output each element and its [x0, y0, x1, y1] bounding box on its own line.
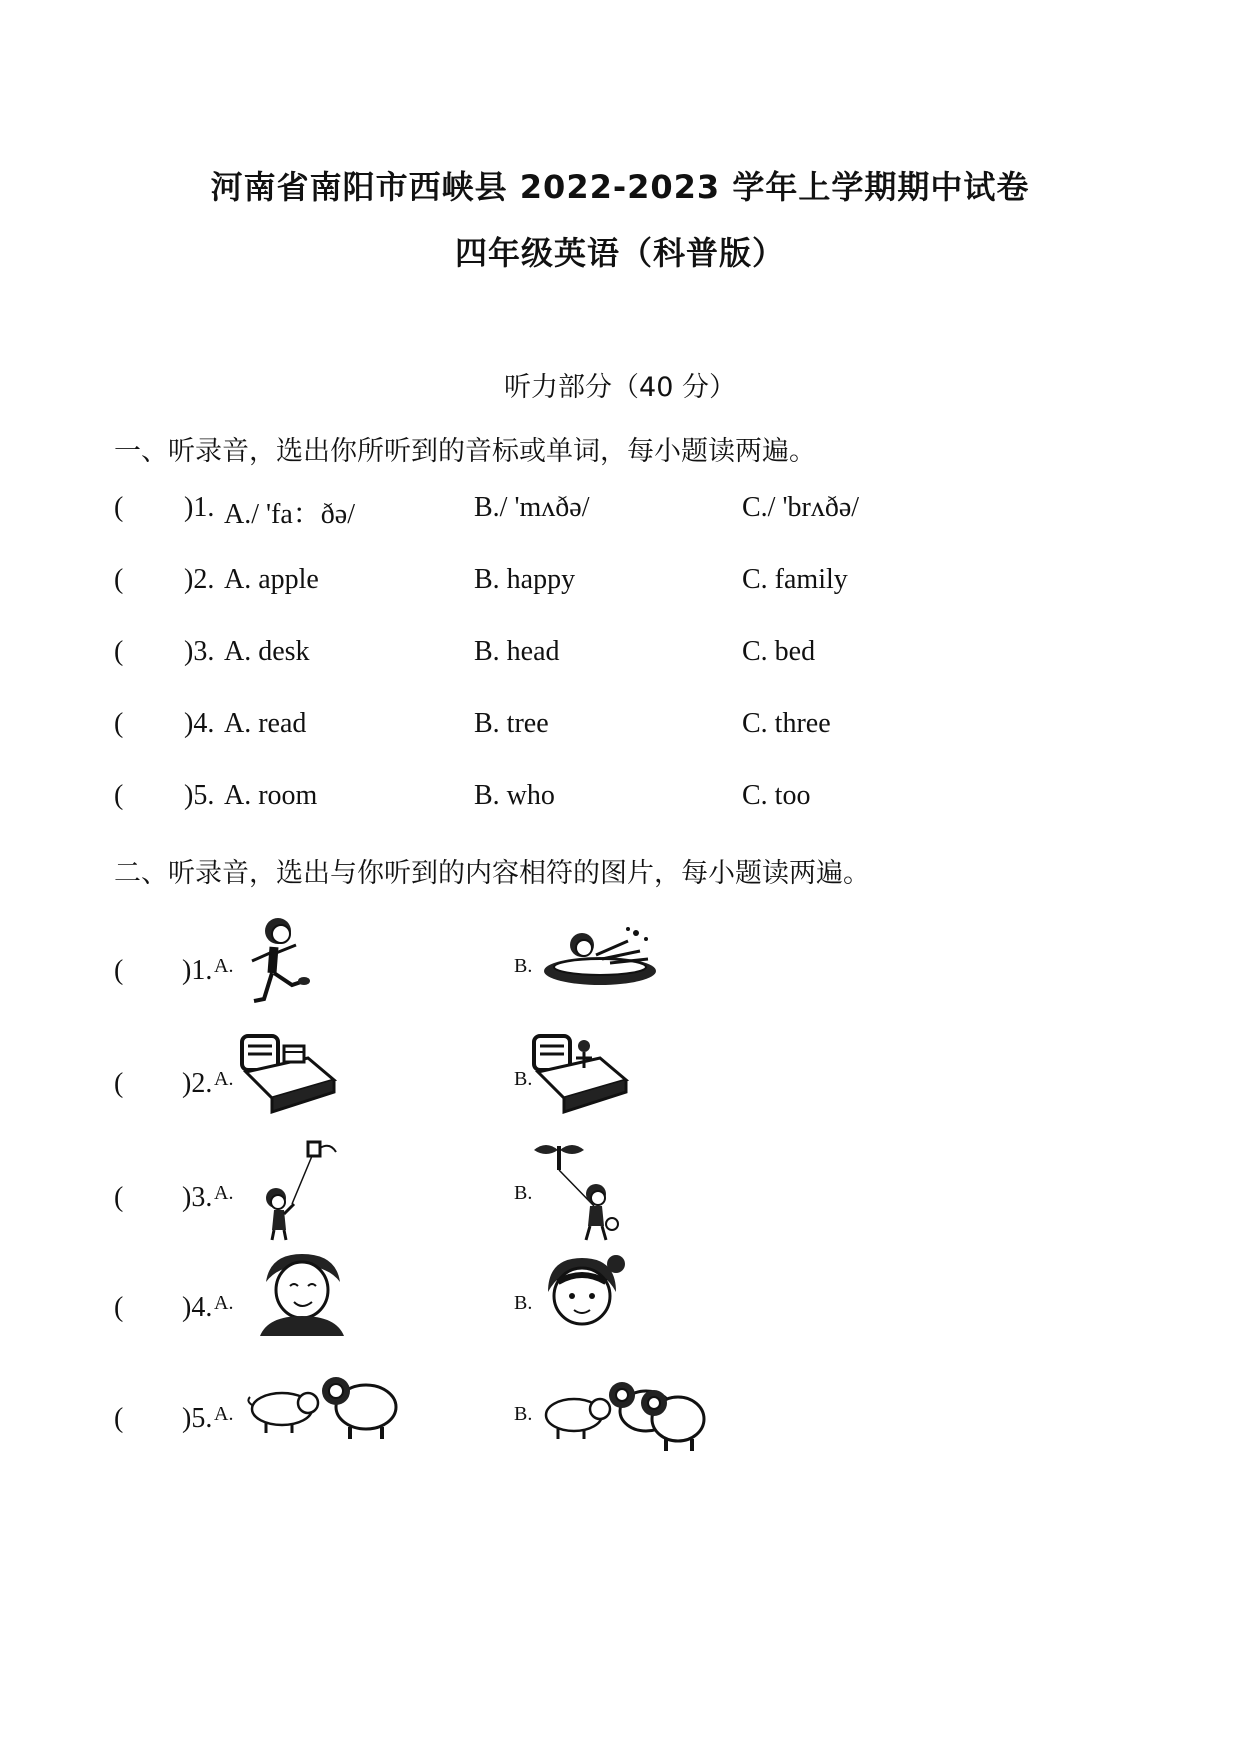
- exam-title: 河南省南阳市西峡县 2022-2023 学年上学期期中试卷: [210, 168, 1030, 206]
- question-number: )2.: [182, 1068, 213, 1099]
- question-number: )4.: [182, 1292, 213, 1323]
- bed-with-box-icon[interactable]: [238, 1028, 338, 1118]
- option-a: A. desk: [224, 636, 310, 667]
- option-a: A. apple: [224, 564, 319, 595]
- answer-bracket[interactable]: (: [114, 1182, 124, 1213]
- option-label-b: B.: [514, 1403, 533, 1425]
- answer-bracket[interactable]: (: [114, 1292, 124, 1323]
- option-b: B. who: [474, 780, 555, 811]
- question-number: )4.: [184, 708, 215, 739]
- listening-heading: 听力部分（40 分）: [504, 372, 736, 403]
- answer-bracket[interactable]: (: [114, 955, 124, 986]
- girl-running-icon[interactable]: [234, 915, 334, 1010]
- girl-swimming-icon[interactable]: [540, 915, 660, 995]
- option-label-a: A.: [214, 1403, 234, 1425]
- option-c: C. bed: [742, 636, 816, 667]
- girl-face-icon[interactable]: [542, 1252, 632, 1332]
- pig-and-two-sheep-icon[interactable]: [538, 1365, 708, 1455]
- option-b: B. head: [474, 636, 560, 667]
- option-c: C. family: [742, 564, 848, 595]
- answer-bracket[interactable]: (: [114, 1068, 124, 1099]
- question-row: [0, 492, 1240, 532]
- answer-bracket[interactable]: (: [114, 564, 124, 595]
- girl-with-small-kite-icon[interactable]: [256, 1140, 356, 1245]
- option-b: B./ 'mʌðə/: [474, 492, 590, 523]
- question-number: )5.: [182, 1403, 213, 1434]
- option-c: C./ 'brʌðə/: [742, 492, 860, 523]
- part1-instruction: 一、听录音，选出你所听到的音标或单词，每小题读两遍。: [114, 436, 816, 467]
- picture-question-row: [0, 1140, 1240, 1250]
- question-number: )1.: [184, 492, 215, 523]
- question-number: )2.: [184, 564, 215, 595]
- question-row: [0, 780, 1240, 820]
- option-a: A. read: [224, 708, 307, 739]
- option-label-b: B.: [514, 1182, 533, 1204]
- option-a: A. room: [224, 780, 318, 811]
- part2-instruction: 二、听录音，选出与你听到的内容相符的图片，每小题读两遍。: [114, 858, 870, 889]
- answer-bracket[interactable]: (: [114, 492, 124, 523]
- option-label-b: B.: [514, 1292, 533, 1314]
- question-row: [0, 708, 1240, 748]
- exam-subtitle: 四年级英语（科普版）: [454, 234, 785, 272]
- option-b: B. happy: [474, 564, 576, 595]
- picture-question-row: [0, 1252, 1240, 1362]
- option-a: A./ 'fa：ðə/: [224, 499, 356, 530]
- question-number: )1.: [182, 955, 213, 986]
- bed-with-doll-icon[interactable]: [530, 1028, 630, 1118]
- option-label-a: A.: [214, 1292, 234, 1314]
- option-label-a: A.: [214, 955, 234, 977]
- option-c: C. too: [742, 780, 811, 811]
- option-c: C. three: [742, 708, 831, 739]
- boy-with-dragonfly-kite-icon[interactable]: [530, 1140, 630, 1245]
- option-label-b: B.: [514, 955, 533, 977]
- pig-and-sheep-icon[interactable]: [244, 1365, 404, 1445]
- question-number: )3.: [182, 1182, 213, 1213]
- answer-bracket[interactable]: (: [114, 1403, 124, 1434]
- question-row: [0, 636, 1240, 676]
- option-b: B. tree: [474, 708, 549, 739]
- answer-bracket[interactable]: (: [114, 636, 124, 667]
- question-row: [0, 564, 1240, 604]
- picture-question-row: [0, 1028, 1240, 1138]
- answer-bracket[interactable]: (: [114, 780, 124, 811]
- option-label-a: A.: [214, 1182, 234, 1204]
- option-label-a: A.: [214, 1068, 234, 1090]
- picture-question-row: [0, 1365, 1240, 1475]
- question-number: )3.: [184, 636, 215, 667]
- picture-question-row: [0, 915, 1240, 1025]
- option-label-b: B.: [514, 1068, 533, 1090]
- woman-face-icon[interactable]: [256, 1252, 356, 1337]
- answer-bracket[interactable]: (: [114, 708, 124, 739]
- question-number: )5.: [184, 780, 215, 811]
